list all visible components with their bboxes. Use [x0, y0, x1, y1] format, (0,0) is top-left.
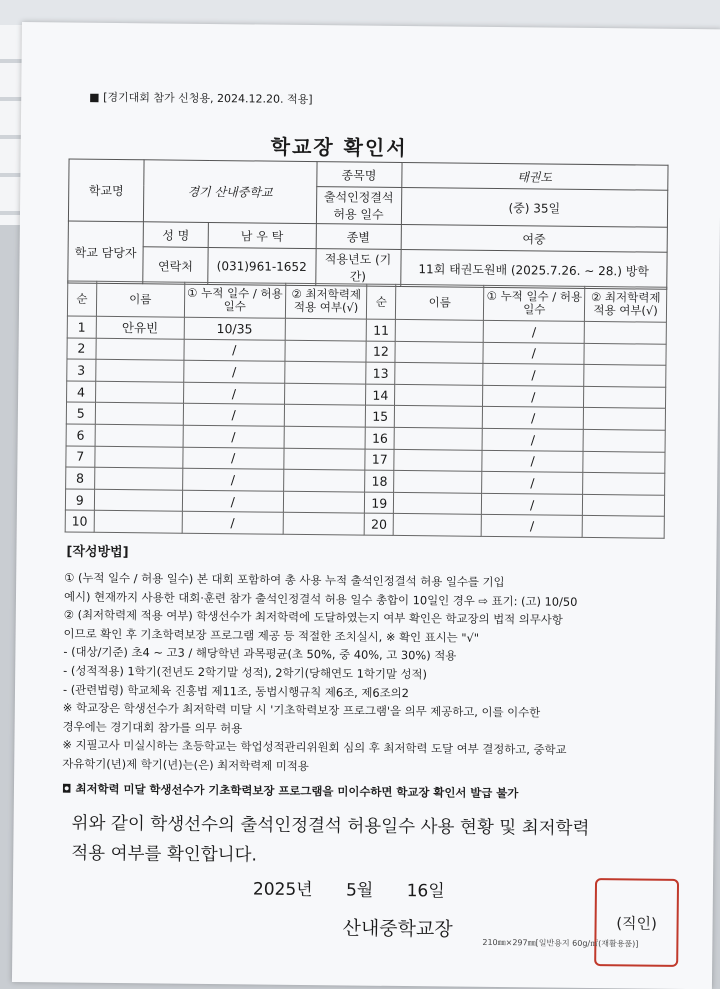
apply-cell — [285, 318, 367, 340]
days-cell: / — [481, 515, 582, 538]
apply-cell — [283, 469, 365, 491]
apply-cell — [584, 386, 666, 408]
row-number: 15 — [366, 405, 395, 427]
days-cell: / — [183, 425, 284, 448]
paper-spec: 210㎜×297㎜[일반용지 60g/㎡(재활용품)] — [482, 937, 639, 949]
student-name — [95, 359, 183, 382]
statement-line-1: 위와 같이 학생선수의 출석인정결석 허용일수 사용 현황 및 최저학력 — [71, 813, 590, 839]
method-line: ◘ 최저학력 미달 학생선수가 기초학력보장 프로그램을 미이수하면 학교장 확인서 발급 불가 — [61, 780, 519, 800]
days-cell: / — [483, 385, 584, 408]
days-cell: / — [482, 428, 583, 451]
row-number: 3 — [67, 359, 96, 381]
method-line: - (관련법령) 학교체육 진흥법 제11조, 동법시행규칙 제6조, 제6조의2 — [62, 682, 409, 700]
official-seal — [594, 878, 679, 967]
days-cell: / — [183, 404, 284, 427]
method-line: 예시) 현재까지 사용한 대회·훈련 참가 출석인정결석 허용 일수 총합이 10일인 경우 ⇨ 표기: (고) 10/50 — [63, 589, 578, 609]
student-table — [65, 280, 668, 538]
student-name — [394, 449, 482, 472]
days-cell: / — [184, 360, 285, 383]
row-number: 12 — [366, 341, 395, 363]
student-name — [96, 338, 184, 361]
col-apply: ② 최저학력제 적용 여부(√) — [285, 283, 367, 319]
event-label: 종목명 — [316, 162, 401, 188]
seal-text: (직인) — [616, 913, 658, 933]
allowed-label: 출석인정결석 허용 일수 — [316, 187, 401, 225]
apply-cell — [284, 361, 366, 383]
method-line: 이므로 확인 후 기초학력보장 프로그램 제공 등 적절한 조치실시, ※ 확인 표시는 "√" — [63, 626, 480, 645]
page-title: 학교장 확인서 — [270, 134, 408, 161]
student-name — [95, 446, 183, 469]
method-lines — [62, 568, 704, 804]
days-cell: / — [182, 490, 283, 513]
statement — [71, 809, 712, 876]
days-cell: / — [182, 468, 283, 491]
student-name — [395, 319, 483, 342]
gender-label: 종별 — [316, 224, 401, 250]
row-number: 17 — [365, 449, 394, 471]
days-cell: / — [184, 339, 285, 362]
student-name: 안유빈 — [96, 316, 184, 339]
method-line: ※ 지필고사 미실시하는 초등학교는 학업성적관리위원회 심의 후 최저학력 도달 여부 결정하고, 중학교 — [62, 737, 567, 758]
row-number: 11 — [367, 319, 396, 341]
apply-cell — [284, 383, 366, 405]
row-number: 8 — [66, 467, 95, 489]
apply-cell — [583, 429, 665, 451]
document-sheet — [12, 22, 720, 989]
method-line: ① (누적 일수 / 허용 일수) 본 대회 포함하여 총 사용 누적 출석인정결석 허용 일수를 기입 — [64, 570, 505, 590]
student-name — [393, 514, 481, 537]
apply-cell — [584, 343, 666, 365]
days-cell: / — [482, 493, 583, 516]
name-value: 남 우 탁 — [208, 222, 316, 248]
col-name: 이름 — [96, 281, 185, 317]
student-name — [395, 341, 483, 364]
row-number: 7 — [66, 446, 95, 468]
student-name — [94, 467, 182, 490]
days-cell: / — [183, 382, 284, 405]
student-name — [394, 406, 482, 429]
col-apply: ② 최저학력제 적용 여부(√) — [585, 286, 667, 322]
row-number: 19 — [365, 492, 394, 514]
contact-value: (031)961-1652 — [208, 247, 316, 285]
info-table — [67, 158, 668, 289]
apply-cell — [284, 448, 366, 470]
student-name — [394, 427, 482, 450]
row-number: 20 — [365, 513, 394, 535]
row-number: 13 — [366, 362, 395, 384]
col-days: ① 누적 일수 / 허용 일수 — [484, 285, 585, 321]
student-name — [95, 381, 183, 404]
days-cell: / — [183, 447, 284, 470]
signer: 산내중학교장 — [342, 917, 453, 941]
days-cell: / — [482, 471, 583, 494]
apply-cell — [583, 408, 665, 430]
allowed-value: (중) 35일 — [401, 187, 668, 227]
apply-cell — [283, 513, 365, 535]
days-cell: / — [482, 450, 583, 473]
days-cell: 10/35 — [184, 317, 285, 340]
row-number: 4 — [67, 381, 96, 403]
gender-value: 여중 — [401, 224, 668, 252]
apply-cell — [284, 426, 366, 448]
days-cell: / — [483, 407, 584, 430]
student-name — [95, 424, 183, 447]
method-title: [작성방법] — [66, 544, 129, 561]
name-label: 성 명 — [143, 222, 208, 248]
days-cell: / — [483, 342, 584, 365]
col-name: 이름 — [396, 284, 485, 320]
event-value: 태권도 — [401, 162, 668, 190]
col-no: 순 — [67, 281, 96, 316]
method-line: ② (최저학력제 적용 여부) 학생선수가 최저학력에 도달하였는지 여부 확인은 학교장의 법적 의무사항 — [63, 607, 563, 627]
issue-date: 2025년 5월 16일 — [252, 879, 445, 902]
method-line: 경우에는 경기대회 참가를 의무 허용 — [62, 719, 243, 736]
row-number: 16 — [366, 427, 395, 449]
row-number: 18 — [365, 470, 394, 492]
apply-cell — [283, 491, 365, 513]
col-days: ① 누적 일수 / 허용 일수 — [184, 282, 285, 318]
student-name — [394, 471, 482, 494]
method-line: - (성적적용) 1학기(전년도 2학기말 성적), 2학기(당해연도 1학기말 성적) — [63, 663, 428, 682]
period-value: 11회 태권도원배 (2025.7.26. ~ 28.) 방학 — [400, 249, 667, 289]
school-label: 학교명 — [68, 159, 144, 222]
student-name — [395, 384, 483, 407]
days-cell: / — [182, 512, 283, 535]
days-cell: / — [483, 320, 584, 343]
row-number: 5 — [66, 402, 95, 424]
apply-cell — [583, 473, 665, 495]
col-no: 순 — [367, 284, 396, 319]
statement-line-2: 적용 여부를 확인합니다. — [71, 843, 258, 866]
method-line: 자유학기(년)제 학기(년)는(은) 최저학력제 미적용 — [62, 756, 309, 773]
apply-cell — [583, 451, 665, 473]
student-name — [394, 492, 482, 515]
apply-cell — [582, 516, 664, 538]
student-name — [94, 511, 182, 534]
row-number: 14 — [366, 384, 395, 406]
apply-cell — [583, 494, 665, 516]
student-name — [395, 363, 483, 386]
contact-label: 연락처 — [143, 247, 208, 285]
header-note: ■ [경기대회 참가 신청용, 2024.12.20. 적용] — [89, 90, 313, 107]
apply-cell — [584, 321, 666, 343]
student-name — [95, 403, 183, 426]
apply-cell — [284, 405, 366, 427]
student-name — [94, 489, 182, 512]
school-value: 경기 산내중학교 — [143, 160, 316, 224]
manager-label: 학교 담당자 — [68, 221, 144, 284]
row-number: 2 — [67, 338, 96, 360]
method-line: - (대상/기준) 초4 ~ 고3 / 해당학년 과목평균(초 50%, 중 40%, 고 30%) 적용 — [63, 644, 457, 663]
days-cell: / — [483, 364, 584, 387]
method-line: ※ 학교장은 학생선수가 최저학력 미달 시 '기초학력보장 프로그램'을 의무 제공하고, 이를 이수한 — [62, 700, 541, 720]
apply-cell — [285, 340, 367, 362]
row-number: 9 — [65, 489, 94, 511]
row-number: 1 — [67, 316, 96, 338]
apply-cell — [584, 365, 666, 387]
row-number: 10 — [65, 510, 94, 532]
period-label: 적용년도 (기간) — [315, 249, 400, 287]
row-number: 6 — [66, 424, 95, 446]
